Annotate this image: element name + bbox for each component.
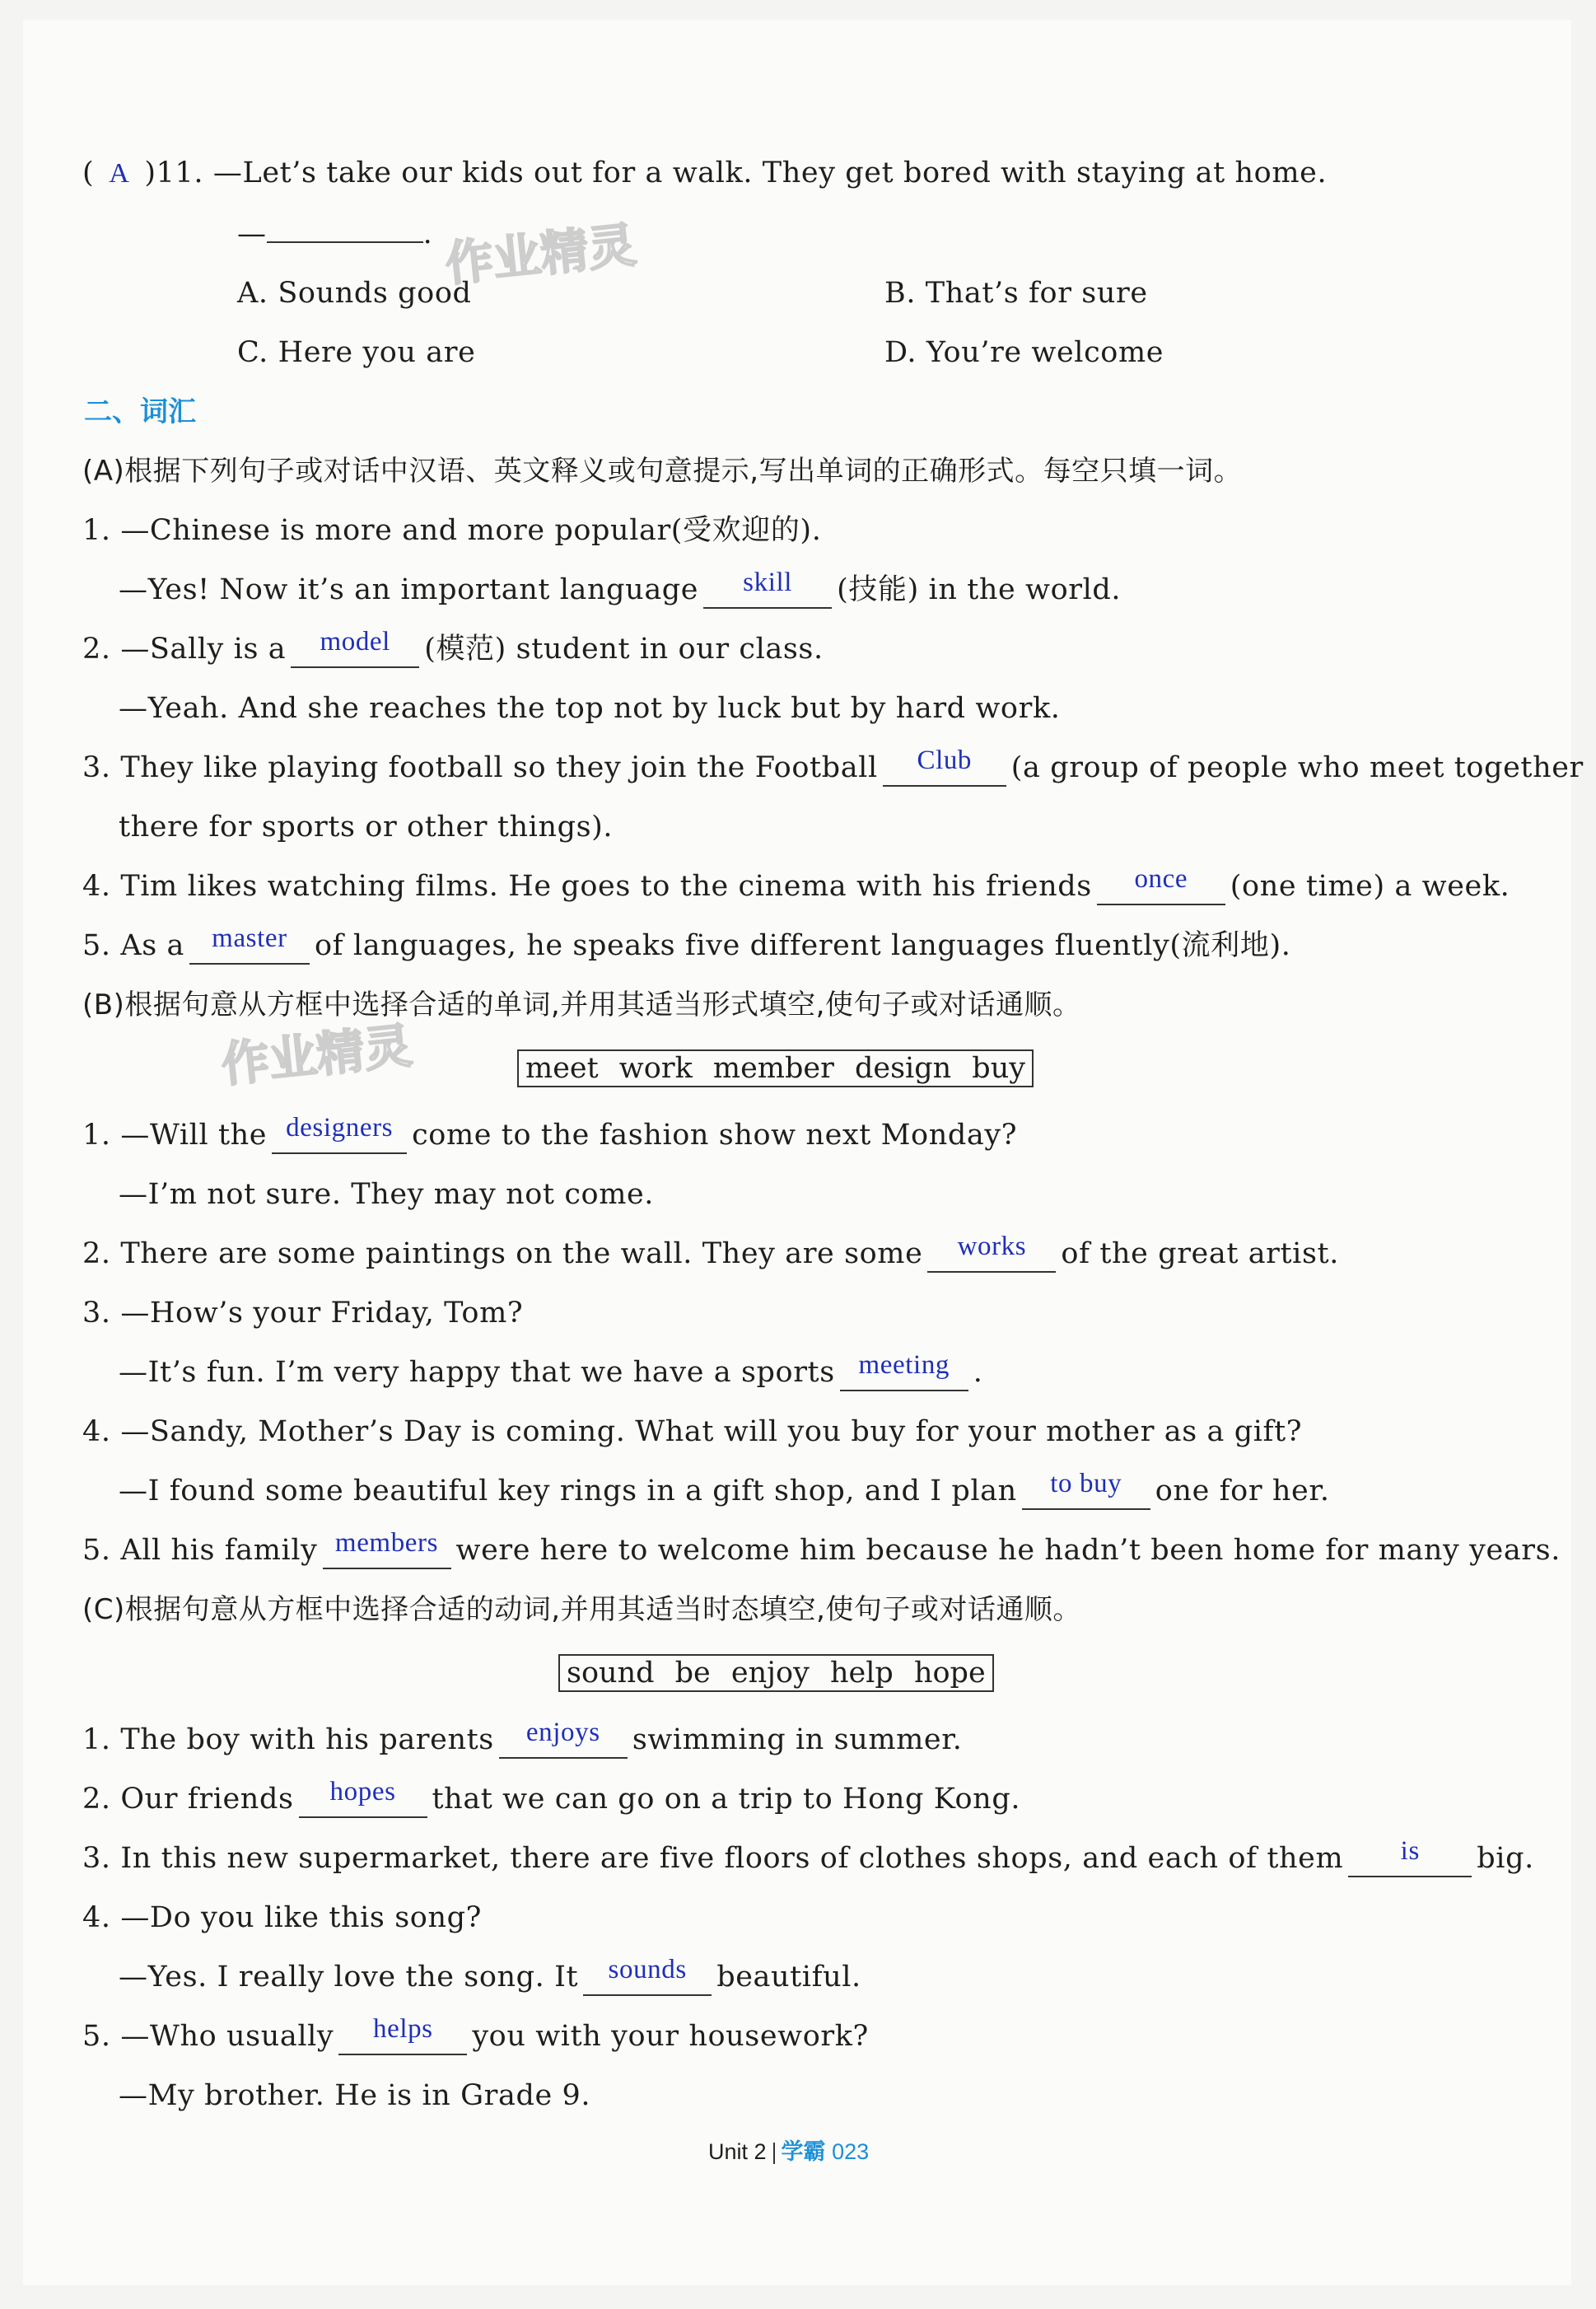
q11-option-b: B. That’s for sure [884,277,1148,310]
q11-option-a: A. Sounds good [237,277,472,310]
partC-item-4: 4. —Do you like this song? [82,1901,482,1934]
partC-instruction: (C)根据句意从方框中选择合适的动词,并用其适当时态填空,使句子或对话通顺。 [82,1593,1081,1626]
partC-item-4-reply: —Yes. I really love the song. It sounds beautiful. [119,1959,861,1996]
partA-item-4: 4. Tim likes watching films. He goes to the cinema with his friends once (one time) a week. [82,868,1510,905]
answer-blank: sounds [583,1961,712,1996]
q11-option-d: D. You’re welcome [884,336,1164,369]
q11-reply: — . [237,217,433,250]
answer-blank: Club [883,752,1006,787]
partB-item-1-reply: —I’m not sure. They may not come. [119,1178,655,1211]
partC-item-5-reply: —My brother. He is in Grade 9. [119,2079,591,2112]
partA-item-3: 3. They like playing football so they join the Football Club (a group of people who meet together [82,750,1584,787]
partA-item-1: 1. —Chinese is more and more popular(受欢迎的). [82,514,822,547]
partB-item-4: 4. —Sandy, Mother’s Day is coming. What will you buy for your mother as a gift? [82,1415,1303,1448]
partB-instruction: (B)根据句意从方框中选择合适的单词,并用其适当形式填空,使句子或对话通顺。 [82,989,1081,1021]
partC-word-box: sound be enjoy help hope [558,1654,994,1692]
footer-unit: Unit 2 [708,2139,767,2164]
partC-item-3: 3. In this new supermarket, there are five floors of clothes shops, and each of them is big. [82,1840,1534,1877]
answer-blank: model [291,633,419,668]
partA-instruction: (A)根据下列句子或对话中汉语、英文释义或句意提示,写出单词的正确形式。每空只填一词。 [82,455,1243,488]
watermark-logo: 作业精灵 [218,1017,415,1093]
partA-item-2: 2. —Sally is a model (模范) student in our class. [82,631,824,668]
answer-blank: skill [703,574,832,609]
answer-blank: is [1348,1843,1472,1877]
partA-item-5: 5. As a master of languages, he speaks five different languages fluently(流利地). [82,928,1290,965]
partC-item-1: 1. The boy with his parents enjoys swimming in summer. [82,1722,962,1759]
partB-item-5: 5. All his family members were here to welcome him because he hadn’t been home for many years. [82,1532,1561,1569]
footer-page-number: 023 [832,2139,870,2164]
answer-blank: meeting [840,1357,968,1391]
partB-item-3: 3. —How’s your Friday, Tom? [82,1297,524,1330]
partC-item-5: 5. —Who usually helps you with your housework? [82,2018,869,2055]
answer-blank: once [1097,871,1225,905]
partA-item-1-reply: —Yes! Now it’s an important language skill (技能) in the world. [119,572,1121,609]
answer-blank: helps [338,2021,467,2055]
footer-brand: 学霸 [781,2139,826,2165]
partC-item-2: 2. Our friends hopes that we can go on a trip to Hong Kong. [82,1781,1020,1818]
answer-blank: master [189,930,310,965]
partB-item-2: 2. There are some paintings on the wall. They are some works of the great artist. [82,1236,1339,1273]
answer-blank: to buy [1022,1475,1150,1510]
q11-stem: ( A )11. —Let’s take our kids out for a walk. They get bored with staying at home. [82,157,1328,189]
watermark-logo: 作业精灵 [442,217,639,292]
partB-word-box: meet work member design buy [517,1049,1034,1087]
answer-blank: works [927,1238,1056,1273]
partB-item-4-reply: —I found some beautiful key rings in a gift shop, and I plan to buy one for her. [119,1473,1330,1510]
answer-blank: members [323,1535,451,1569]
page-footer [708,2137,869,2167]
partB-item-3-reply: —It’s fun. I’m very happy that we have a sports meeting . [119,1354,983,1391]
partA-item-2-reply: —Yeah. And she reaches the top not by luck but by hard work. [119,692,1061,725]
answer-blank: enjoys [499,1724,628,1759]
partA-item-3-cont: there for sports or other things). [119,811,614,844]
section-title-vocabulary: 二、词汇 [84,395,196,428]
answer-blank: hopes [299,1783,427,1818]
q11-answer: A [109,158,130,189]
q11-option-c: C. Here you are [237,336,476,369]
answer-blank: designers [272,1119,407,1154]
partB-item-1: 1. —Will the designers come to the fashion show next Monday? [82,1117,1017,1154]
